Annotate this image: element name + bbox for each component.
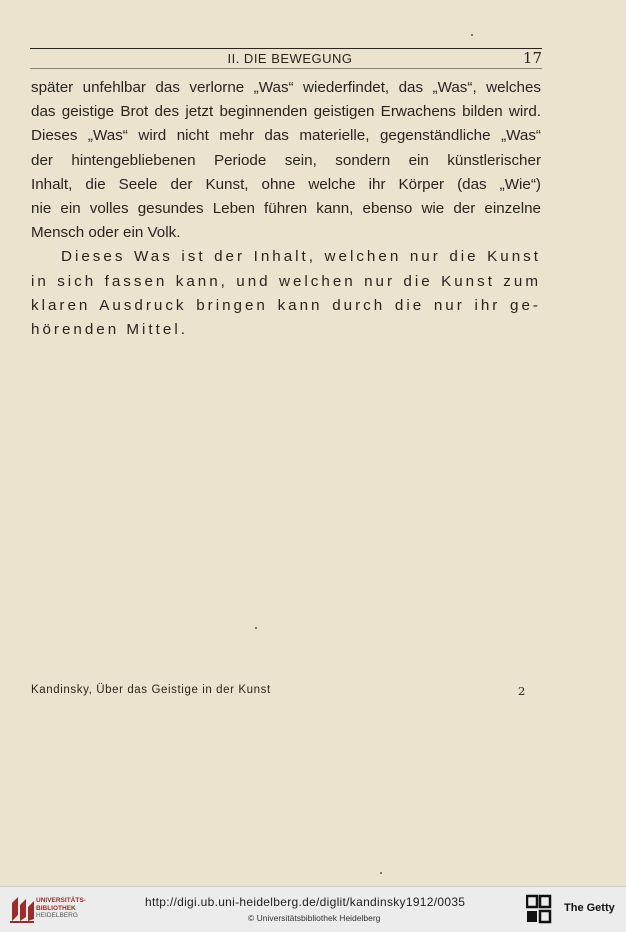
sheet-mark: 2 [518, 684, 526, 698]
text-line: das geistige Brot des jetzt beginnenden geistigen Erwachens bilden wird. [31, 103, 541, 121]
paper-speck [255, 627, 257, 629]
text-line-spaced: hörenden Mittel. [31, 321, 188, 339]
university-library-logo-icon [8, 893, 36, 925]
body-text [31, 76, 541, 342]
copyright-notice: © Universitätsbibliothek Heidelberg [248, 913, 381, 923]
header-rule-bottom [30, 68, 542, 69]
text-line-spaced: klaren Ausdruck bringen kann durch die nur ihr ge- [31, 296, 541, 314]
text-line-spaced: in sich fassen kann, und welchen nur die Kunst zum [31, 272, 541, 290]
header-rule-top [30, 48, 542, 49]
paper-speck [471, 34, 473, 36]
signature-line: Kandinsky, Über das Geistige in der Kunst [31, 684, 271, 696]
text-line: später unfehlbar das verlorne „Was“ wiederfindet, das „Was“, welches [31, 79, 541, 96]
text-line: Inhalt, die Seele der Kunst, ohne welche ihr Körper (das „Wie“) [31, 175, 541, 193]
paper-speck [380, 872, 382, 874]
text-line: Mensch oder ein Volk. [31, 224, 181, 242]
page-number: 17 [522, 49, 542, 67]
permalink-url[interactable]: http://digi.ub.uni-heidelberg.de/diglit/kandinsky1912/0035 [145, 895, 466, 909]
text-line: der hintengebliebenen Periode sein, sondern ein künstlerischer [31, 151, 541, 169]
text-line: Dieses „Was“ wird nicht mehr das materielle, gegenständliche „Was“ [31, 127, 541, 145]
viewer-bar [0, 886, 626, 932]
partner-name: The Getty [564, 902, 615, 914]
text-line-spaced: Dieses Was ist der Inhalt, welchen nur die Kunst [61, 248, 541, 266]
library-name: UNIVERSITÄTS- BIBLIOTHEK HEIDELBERG [36, 897, 86, 919]
running-head: II. DIE BEWEGUNG [227, 51, 353, 66]
text-line: nie ein volles gesundes Leben führen kann, ebenso wie der einzelne [31, 200, 541, 218]
getty-logo-icon [526, 894, 552, 924]
